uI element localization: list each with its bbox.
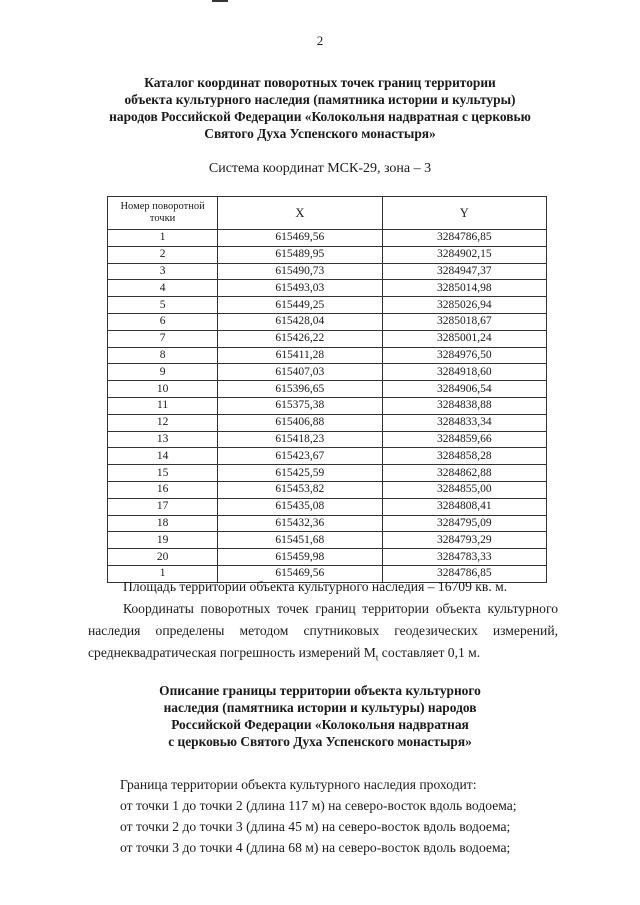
- cell-y: 3284795,09: [382, 515, 546, 532]
- cell-point-number: 20: [108, 549, 218, 566]
- accuracy-text: Координаты поворотных точек границ территории объекта культурного наследия определены методом спутниковых геодезических измерений, среднеквадратическая погрешность измерений M: [88, 601, 558, 660]
- catalog-title-line: Каталог координат поворотных точек границ территории: [144, 75, 496, 90]
- catalog-title: [80, 74, 560, 142]
- cell-x: 615425,59: [218, 465, 382, 482]
- cell-x: 615490,73: [218, 263, 382, 280]
- description-title: [80, 682, 560, 750]
- cell-y: 3284976,50: [382, 347, 546, 364]
- table-row: [108, 498, 547, 515]
- table-row: [108, 448, 547, 465]
- table-row: [108, 263, 547, 280]
- cell-point-number: 1: [108, 565, 218, 582]
- table-row: [108, 246, 547, 263]
- cell-x: 615423,67: [218, 448, 382, 465]
- catalog-title-line: объекта культурного наследия (памятника истории и культуры): [124, 92, 516, 107]
- area-paragraph: Площадь территории объекта культурного наследия – 16709 кв. м.: [123, 579, 508, 594]
- table-row: [108, 330, 547, 347]
- table-row: [108, 313, 547, 330]
- cell-x: 615449,25: [218, 297, 382, 314]
- top-edge-mark: [212, 0, 228, 2]
- cell-x: 615407,03: [218, 364, 382, 381]
- cell-x: 615426,22: [218, 330, 382, 347]
- table-row: [108, 465, 547, 482]
- cell-x: 615469,56: [218, 230, 382, 247]
- route-line: от точки 3 до точки 4 (длина 68 м) на северо-восток вдоль водоема;: [120, 840, 511, 855]
- cell-y: 3284793,29: [382, 532, 546, 549]
- cell-point-number: 18: [108, 515, 218, 532]
- catalog-title-line: Святого Духа Успенского монастыря»: [204, 126, 436, 141]
- cell-y: 3284786,85: [382, 230, 546, 247]
- cell-point-number: 15: [108, 465, 218, 482]
- cell-point-number: 1: [108, 230, 218, 247]
- cell-point-number: 9: [108, 364, 218, 381]
- table-row: [108, 230, 547, 247]
- table-row: [108, 381, 547, 398]
- cell-x: 615418,23: [218, 431, 382, 448]
- cell-x: 615396,65: [218, 381, 382, 398]
- cell-y: 3284783,33: [382, 549, 546, 566]
- table-row: [108, 431, 547, 448]
- cell-y: 3284906,54: [382, 381, 546, 398]
- route-line: от точки 2 до точки 3 (длина 45 м) на северо-восток вдоль водоема;: [120, 819, 511, 834]
- cell-y: 3285001,24: [382, 330, 546, 347]
- cell-point-number: 13: [108, 431, 218, 448]
- cell-x: 615489,95: [218, 246, 382, 263]
- accuracy-text-end: составляет 0,1 м.: [378, 645, 481, 660]
- accuracy-paragraph: [88, 598, 558, 669]
- description-title-line: с церковью Святого Духа Успенского монастыря»: [168, 734, 472, 749]
- cell-point-number: 6: [108, 313, 218, 330]
- route-line: Граница территории объекта культурного наследия проходит:: [120, 777, 477, 792]
- cell-point-number: 16: [108, 481, 218, 498]
- boundary-route: [120, 774, 560, 858]
- cell-y: 3284918,60: [382, 364, 546, 381]
- cell-y: 3284855,00: [382, 481, 546, 498]
- table-row: [108, 414, 547, 431]
- cell-y: 3284858,28: [382, 448, 546, 465]
- cell-y: 3284902,15: [382, 246, 546, 263]
- cell-point-number: 7: [108, 330, 218, 347]
- cell-x: 615432,36: [218, 515, 382, 532]
- cell-point-number: 10: [108, 381, 218, 398]
- cell-x: 615406,88: [218, 414, 382, 431]
- cell-x: 615469,56: [218, 565, 382, 582]
- coordinate-system-label: Система координат МСК-29, зона – 3: [208, 161, 432, 176]
- description-title-line: Описание границы территории объекта культурного: [159, 683, 481, 698]
- table-row: [108, 481, 547, 498]
- table-row: [108, 515, 547, 532]
- header-x: X: [218, 197, 382, 230]
- table-row: [108, 549, 547, 566]
- coordinates-table: [107, 196, 547, 583]
- cell-point-number: 11: [108, 397, 218, 414]
- cell-point-number: 2: [108, 246, 218, 263]
- cell-y: 3285026,94: [382, 297, 546, 314]
- description-title-line: наследия (памятника истории и культуры) народов: [163, 700, 477, 715]
- cell-point-number: 14: [108, 448, 218, 465]
- table-row: [108, 297, 547, 314]
- cell-x: 615459,98: [218, 549, 382, 566]
- cell-y: 3284838,88: [382, 397, 546, 414]
- cell-point-number: 12: [108, 414, 218, 431]
- cell-y: 3284859,66: [382, 431, 546, 448]
- cell-x: 615453,82: [218, 481, 382, 498]
- table-row: [108, 364, 547, 381]
- cell-y: 3285018,67: [382, 313, 546, 330]
- table-row: [108, 280, 547, 297]
- cell-y: 3284786,85: [382, 565, 546, 582]
- coordinates-table-body: [108, 230, 547, 583]
- page-number: 2: [316, 33, 324, 48]
- cell-y: 3284862,88: [382, 465, 546, 482]
- cell-x: 615451,68: [218, 532, 382, 549]
- cell-y: 3284947,37: [382, 263, 546, 280]
- cell-x: 615435,08: [218, 498, 382, 515]
- route-line: от точки 1 до точки 2 (длина 117 м) на северо-восток вдоль водоема;: [120, 798, 517, 813]
- table-header-row: [108, 197, 547, 230]
- cell-x: 615493,03: [218, 280, 382, 297]
- table-row: [108, 347, 547, 364]
- cell-x: 615411,28: [218, 347, 382, 364]
- catalog-title-line: народов Российской Федерации «Колокольня надвратная с церковью: [109, 109, 531, 124]
- cell-y: 3284808,41: [382, 498, 546, 515]
- header-y: Y: [382, 197, 546, 230]
- cell-point-number: 3: [108, 263, 218, 280]
- cell-point-number: 17: [108, 498, 218, 515]
- description-title-line: Российской Федерации «Колокольня надвратная: [171, 717, 469, 732]
- cell-point-number: 19: [108, 532, 218, 549]
- cell-x: 615428,04: [218, 313, 382, 330]
- header-point-number: Номер поворотной точки: [108, 197, 218, 230]
- cell-point-number: 8: [108, 347, 218, 364]
- table-row: [108, 532, 547, 549]
- cell-x: 615375,38: [218, 397, 382, 414]
- accuracy-subscript: t: [375, 652, 379, 663]
- cell-y: 3285014,98: [382, 280, 546, 297]
- cell-y: 3284833,34: [382, 414, 546, 431]
- table-row: [108, 397, 547, 414]
- cell-point-number: 5: [108, 297, 218, 314]
- cell-point-number: 4: [108, 280, 218, 297]
